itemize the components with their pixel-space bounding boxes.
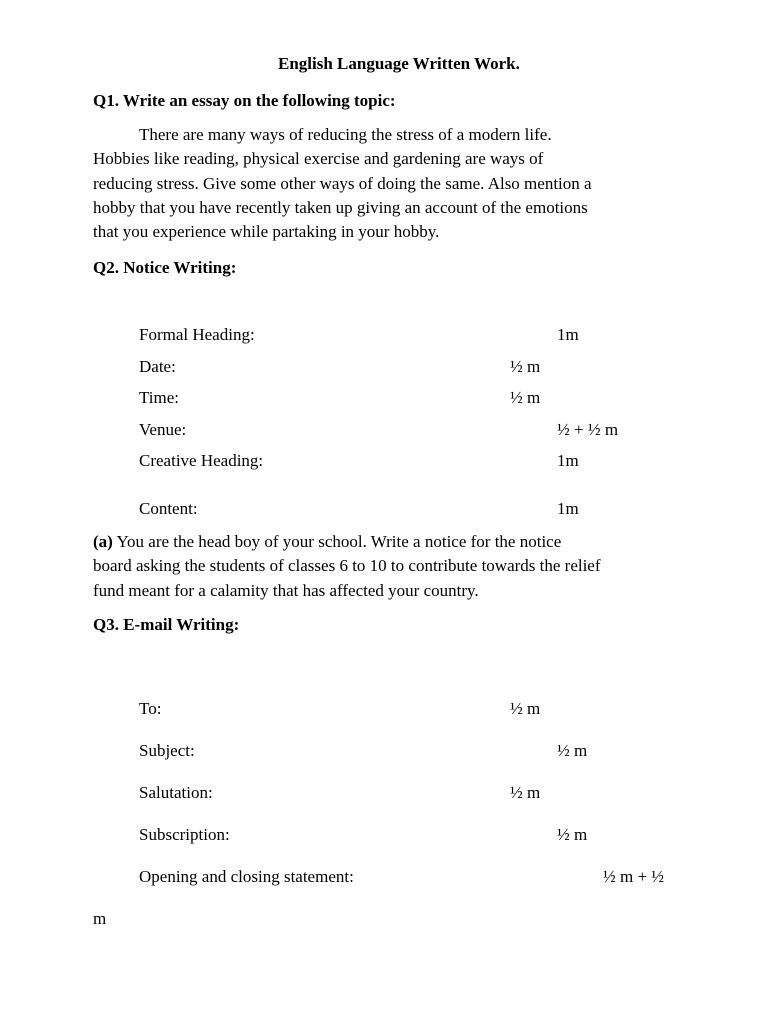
q2-task-text: You are the head boy of your school. Write a notice for the notice [112, 532, 562, 551]
q3-mark-value: ½ m + ½ [603, 867, 665, 886]
q2-mark-value: ½ + ½ m [557, 420, 619, 439]
q3-mark-value: ½ m [557, 741, 588, 760]
q3-mark-value: ½ m [510, 783, 541, 802]
q3-heading: Q3. E-mail Writing: [93, 615, 240, 634]
q3-mark-label: To: [139, 699, 162, 718]
q2-mark-value: 1m [557, 499, 579, 518]
q2-task-line: fund meant for a calamity that has affected your country. [93, 580, 479, 600]
q2-mark-label: Creative Heading: [139, 451, 264, 470]
q1-heading: Q1. Write an essay on the following topic: [93, 91, 396, 110]
q2-task-paragraph [93, 530, 693, 603]
q3-mark-value: ½ m [510, 699, 541, 718]
q2-mark-value: ½ m [510, 388, 541, 407]
q2-mark-value: 1m [557, 451, 579, 470]
q3-mark-label: Salutation: [139, 783, 213, 802]
q1-line: Hobbies like reading, physical exercise and gardening are ways of [93, 149, 544, 169]
q1-line: reducing stress. Give some other ways of doing the same. Also mention a [93, 173, 592, 193]
q1-line: There are many ways of reducing the stress of a modern life. [139, 125, 552, 144]
q2-mark-value: 1m [557, 325, 579, 344]
q2-mark-label: Date: [139, 357, 176, 376]
document-title: English Language Written Work. [278, 54, 520, 73]
q3-mark-label: Subscription: [139, 825, 230, 844]
q1-paragraph [93, 123, 693, 244]
q2-task-prefix: (a) [93, 532, 113, 551]
q1-line: that you experience while partaking in your hobby. [93, 222, 440, 242]
q2-mark-label: Venue: [139, 420, 187, 439]
q2-task-line: board asking the students of classes 6 to 10 to contribute towards the relief [93, 556, 601, 576]
q2-mark-label: Formal Heading: [139, 325, 255, 344]
q3-mark-value: ½ m [557, 825, 588, 844]
q2-heading: Q2. Notice Writing: [93, 258, 237, 277]
q2-mark-label: Time: [139, 388, 180, 407]
q2-task-line [93, 530, 693, 554]
q3-mark-label: Subject: [139, 741, 195, 760]
q1-line: hobby that you have recently taken up giving an account of the emotions [93, 197, 588, 217]
q3-trailing-text: m [93, 909, 107, 928]
q2-mark-value: ½ m [510, 357, 541, 376]
q3-mark-label: Opening and closing statement: [139, 867, 354, 886]
q2-mark-label: Content: [139, 499, 198, 518]
